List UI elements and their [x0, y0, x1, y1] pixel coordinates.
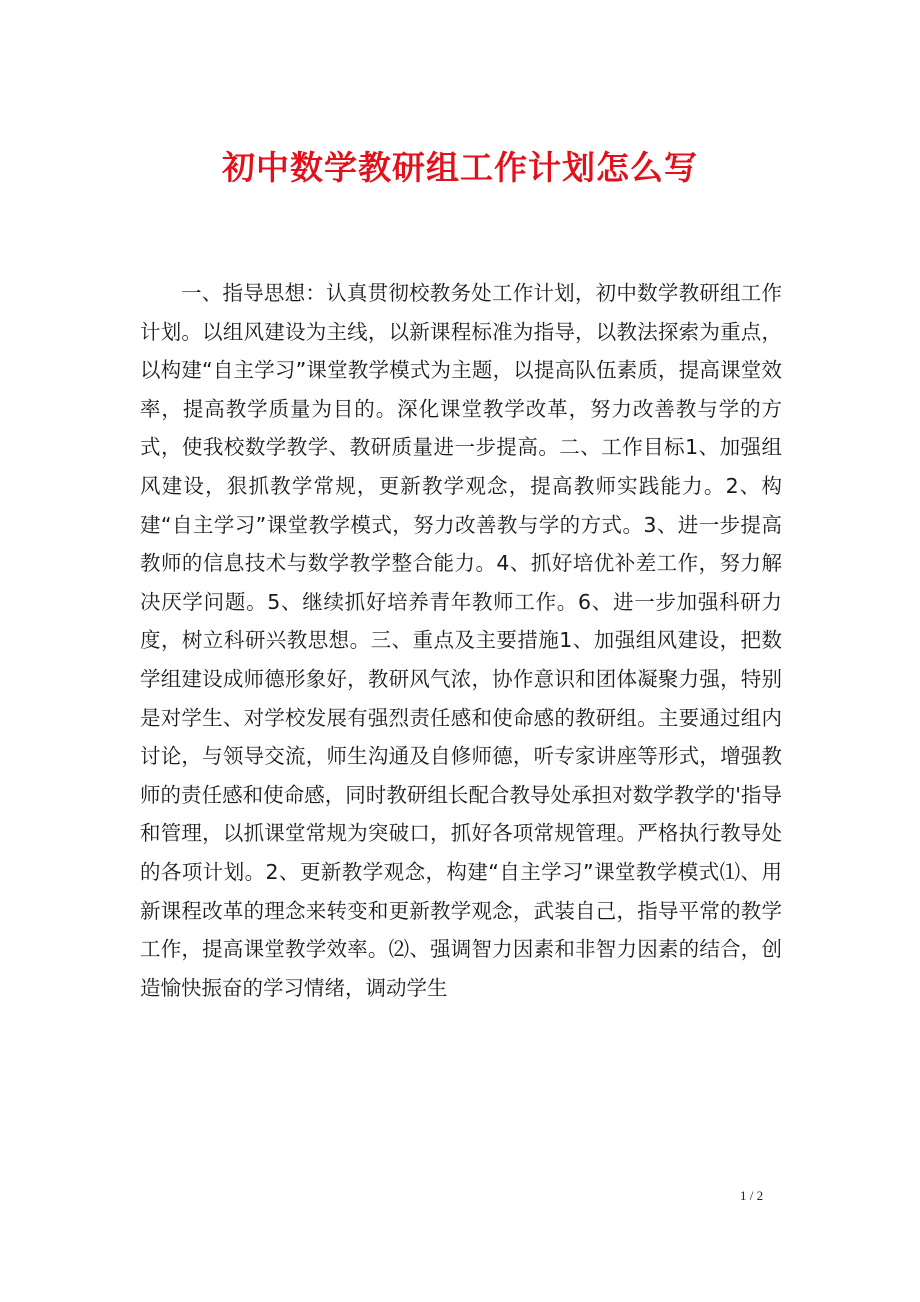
document-title: 初中数学教研组工作计划怎么写	[222, 148, 698, 187]
document-body-paragraph: 一、指导思想：认真贯彻校教务处工作计划，初中数学教研组工作计划。以组风建设为主线，以新课程标准为指导，以教法探索为重点，以构建“自主学习”课堂教学模式为主题，以提高队伍素质，提高课堂效率，提高教学质量为目的。深化课堂教学改革，努力改善教与学的方式，使我校数学教学、教研质量进一步提高。二、工作目标1、加强组风建设，狠抓教学常规，更新教学观念，提高教师实践能力。2、构建“自主学习”课堂教学模式，努力改善教与学的方式。3、进一步提高教师的信息技术与数学教学整合能力。4、抓好培优补差工作，努力解决厌学问题。5、继续抓好培养青年教师工作。6、进一步加强科研力度，树立科研兴教思想。三、重点及主要措施1、加强组风建设，把数学组建设成师德形象好，教研风气浓，协作意识和团体凝聚力强，特别是对学生、对学校发展有强烈责任感和使命感的教研组。主要通过组内讨论，与领导交流，师生沟通及自修师德，听专家讲座等形式，增强教师的责任感和使命感，同时教研组长配合教导处承担对数学教学的'指导和管理，以抓课堂常规为突破口，抓好各项常规管理。严格执行教导处的各项计划。2、更新教学观念，构建“自主学习”课堂教学模式⑴、用新课程改革的理念来转变和更新教学观念，武装自己，指导平常的教学工作，提高课堂教学效率。⑵、强调智力因素和非智力因素的结合，创造愉快振奋的学习情绪，调动学生	[140, 281, 782, 1000]
page-number: 1 / 2	[740, 1188, 764, 1203]
